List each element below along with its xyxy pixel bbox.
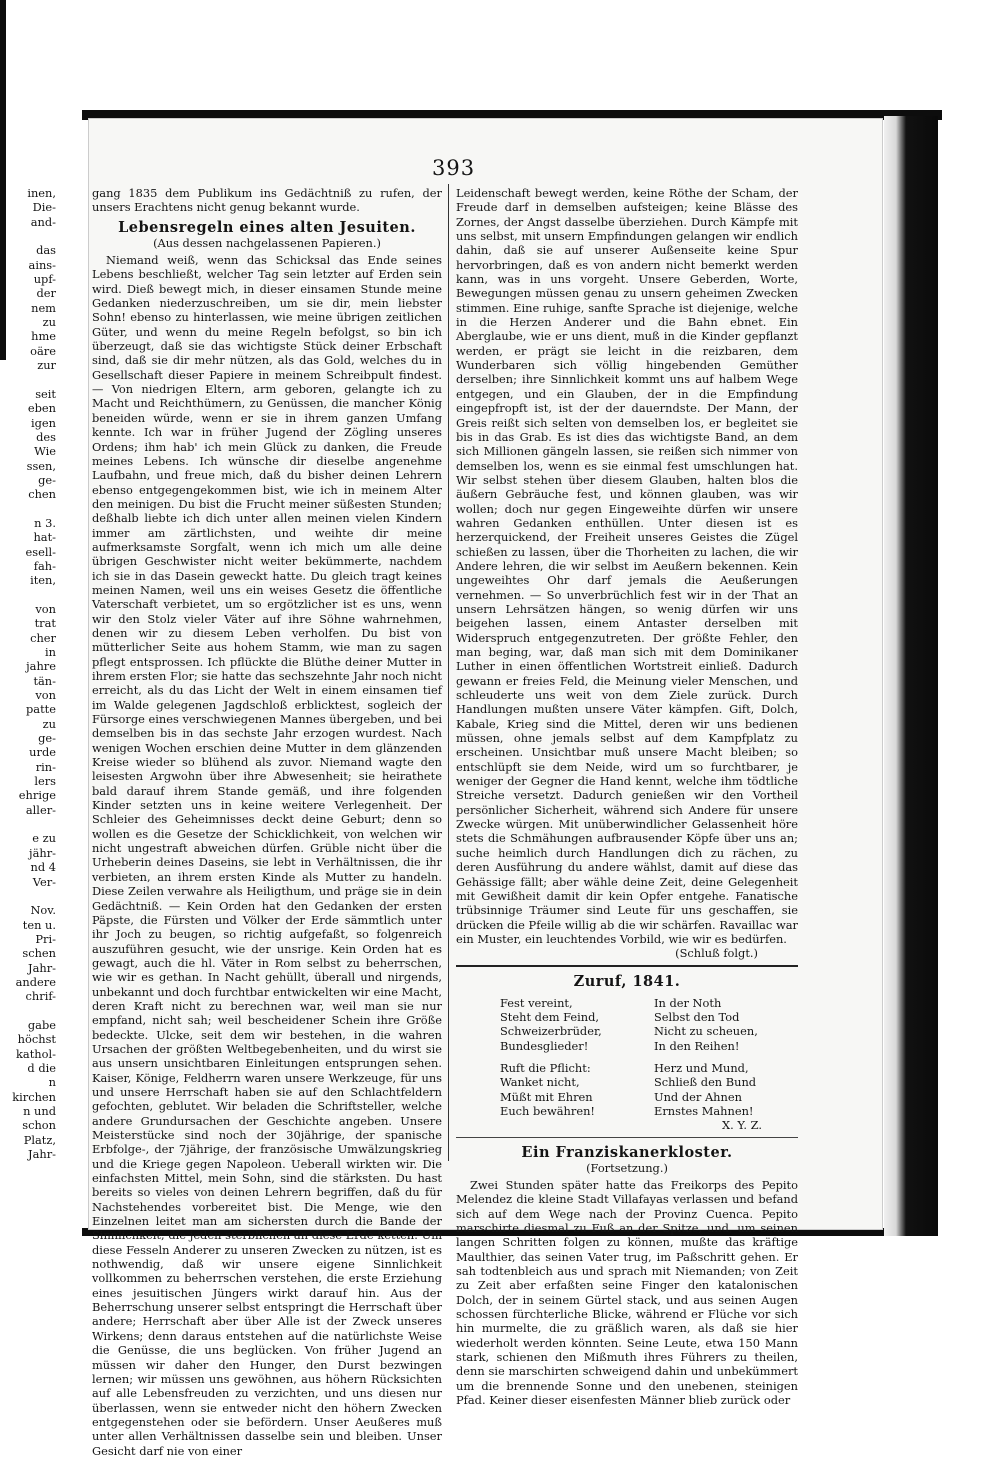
margin-fragment: ge- [38,731,56,746]
margin-fragment [0,372,60,386]
margin-fragment: e zu [32,831,56,846]
margin-fragment: schen [22,946,56,961]
margin-fragment: n und [23,1104,56,1118]
margin-fragment: oäre [30,343,56,358]
margin-fragment: gabe [27,1017,56,1032]
margin-fragment: upf- [33,272,56,287]
article-body: Niemand weiß, wenn das Schicksal das Ende seines Lebens beschließt, welcher Tag sein letzter auf Erden sein wird. Dieß bewegt mich, in dieser einsamen Stunde meine Gedanken niederzuschreiben, um sie dir, mein liebster Sohn! ebenso zu hinterlassen, wie meine übrigen zeitlichen Güter, und wenn du meine Regeln befolgst, so bin ich überzeugt, daß sie das wichtigste Stück deiner Erbschaft sind, daß sie dir mehr nützen, als das Gold, welches du in Gesellschaft dieser Papiere in meinem Schreibpult findest. — Von niedrigen Eltern, arm geboren, gelangte ich zu Macht und Reichthümern, zu Genüssen, die mancher König beneiden würde, wenn er sie in ihrem ganzen Umfang kennte. Ich war in früher Jugend der Zögling unseres Ordens; ihm hab' ich mein Glück zu danken, die Freude meines Lebens. Ich wünsche dir dieselbe angenehme Laufbahn, und freue mich, daß du bisher deinen Lehrern ebenso entgegengekommen bist, wie ich in meinem Alter den meinigen. Du bist die Frucht meiner süßesten Stunden; deßhalb liebte ich dich unter allen meinen vielen Kindern immer am zärtlichsten, und weihte dir meine aufmerksamste Sorgfalt, wenn ich mich um alle deine übrigen Geschwister nicht weiter bekümmerte, nachdem ich sie in das Dasein geweckt hatte. Du gleich tragt keines meinen Namen, weil uns ein weises Gesetz die öffentliche Vaterschaft verbietet, um so ergötzlicher ist es uns, wenn wir den Stolz vieler Väter auf ihre Söhne wahrnehmen, denen wir zu diesem Leben verholfen. Du bist von mütterlicher Seite aus hohem Stamm, wie man zu sagen pflegt entsprossen. Ich pflückte die Blüthe deiner Mutter in ihrem ersten Flor; sie hatte das sechszehnte Jahr noch nicht erreicht, als du das Licht der Welt in einem einsamen tief im Walde gelegenen Jagdschloß erblicktest, sogleich der Fürsorge eines verschwiegenen Mannes übergeben, und bei demselben bis in das sechste Jahr erzogen wurdest. Nach wenigen Wochen erschien deine Mutter in dem glänzenden Kreise wieder so blühend als zuvor. Niemand wagte den leisesten Argwohn über ihre Abwesenheit; sie heirathete bald darauf ihrem Stande gemäß, und ihre folgenden Kinder setzten uns in keine weitere Verlegenheit. Der Schleier des Geheimnisses deckt deine Geburt; denn so wollen es die Gesetze der Schicklichkeit, von welchen wir nicht ungestraft abweichen dürfen. Grüble nicht über die Urheberin deines Daseins, sie lebt in Verhältnissen, die ihr verbieten, an ihrem ersten Kinde als Mutter zu handeln. Diese Zeilen verwahre als Heiligthum, und präge sie in dein Gedächtniß. — Kein Orden hat den Gedanken der ersten Päpste, die Fürsten und Völker der Erde sämmtlich unter ihr Joch zu beugen, so richtig aufgefaßt, so folgenreich auszuführen gesucht, wie der unsrige. Kein Orden hat es gewagt, auch die hl. Väter in Rom selbst zu beherrschen, wie wir es gethan. In Nacht gehüllt, überall und nirgends, unbekannt und doch furchtbar entwickelten wir eine Macht, deren Kraft nicht zu berechnen war, weil man sie nur empfand, nicht sah; weil bescheidener Schein ihre Größe bedeckte. Ulcke, seit dem wir bestehen, in die wahren Ursachen der größten Weltbegebenheiten, und du wirst sie aus unsern unsichtbaren Einleitungen entsprungen sehen. Kaiser, Könige, Feldherrn waren unsere Werkzeuge, für uns und unsere Herrschaft haben sie auf den Schlachtfeldern gefochten, geblutet. Wir beladen die Schriftsteller, welche andere Grundursachen der Geschichte angeben. Unsere Meisterstücke sind noch der 30jährige, der spanische Erbfolge-, der 7jährige, der französische Umwälzungskrieg und die Kriege gegen Napoleon. Ueberall wirkten wir. Die einfachsten Mittel, mein Sohn, sind die stärksten. Du hast bereits so vieles von deinen Lehrern begriffen, daß du für Nachstehendes vorbereitet bist. Die Menge, wie den Einzelnen leitet man am sichersten durch die Bande der Sinnlichkeit, die jeden sterblichen an diese Erde ketten. Um diese Fesseln Anderer zu unseren Zwecken zu nützen, ist es nothwendig, daß wir unsere eigene Sinnlichkeit vollkommen zu beherrschen verstehen, die erste Erziehung eines jesuitischen Jüngers wirkt darauf hin. Aus der Beherrschung unserer selbst entspringt die Herrschaft über andere; Herrschaft aber über Alle ist der Zweck unseres Wirkens; denn daraus entstehen auf die natürlichste Weise die Genüsse, die uns beglücken. Von früher Jugend an müssen wir daher den Hunger, den Durst bezwingen lernen; wir müssen uns gewöhnen, aus höhern Rücksichten auf alle Lebensfreuden zu verzichten, und uns diesen nur überlassen, wenn sie entweder nicht den höhern Zwecken entgegenstehen oder sie befördern. Unser Aeußeres muß unter allen Verhältnissen dasselbe sein und bleiben. Unser Gesicht darf nie von einer [92,253,442,1458]
poem-line: In der Noth [654,995,722,1010]
page-number: 393 [432,156,476,180]
continued-note: (Schluß folgt.) [675,946,758,961]
stanza-gap [500,1053,644,1061]
margin-fragment: zu [42,315,56,330]
margin-fragment: tän- [33,673,56,688]
poem [456,996,798,1119]
intro-text: gang 1835 dem Publikum ins Gedächtniß zu rufen, der unsers Erachtens nicht genug bekannt wurde. [92,186,442,215]
poem-line: Bundesglieder! [500,1038,589,1053]
margin-fragment [0,229,60,243]
margin-fragment: n 3. [34,515,56,530]
article-continuation: Leidenschaft bewegt werden, keine Röthe der Scham, der Freude darf in demselben aufsteigen; keine Blässe des Zornes, der Angst dasselbe überziehen. Durch Kämpfe mit uns selbst, mit unsern Empfindungen gelangen wir endlich dahin, daß sie auf unserer Außenseite keine Spur hervorbringen, daß es von andern nicht bemerkt werden kann, was in uns vorgeht. Unsere Geberden, Worte, Bewegungen müssen genau zu unsern geheimen Zwecken stimmen. Eine ruhige, sanfte Sprache ist diejenige, welche in die Herzen Anderer und die Bahn ebnet. Ein Aberglaube, wie er uns dient, muß in die Kinder gepflanzt werden, er prägt sie leicht in die reizbaren, dem Wunderbaren sich völlig hingebenden Gemüther derselben; ihre Sinnlichkeit kommt uns auf halbem Wege entgegen, und ein Glauben, der in die Empfindung eingepfropft ist, ist der der dauerndste. Der Mann, der Greis reißt sich selten von demselben los, er begleitet sie bis in das Grab. Es ist dies das wichtigste Band, an dem sich Millionen gängeln lassen, sie reißen sich nimmer von demselben los, wenn es sie einmal fest umschlungen hat. Wir selbst stehen über diesem Glauben, halten blos die äußern Gebräuche fest, und können glauben, was wir wollen; doch nur gegen Eingeweihte dürfen wir unsere wahren Gedanken enthüllen. Unter diesen ist es herzerquickend, der Freiheit unseres Geistes die Zügel schießen zu lassen, über die Thorheiten zu lachen, die wir Andere lehren, die wir selbst im Aeußern bekennen. Kein ungeweihtes Ohr darf jemals die Aeußerungen vernehmen. — So unverbrüchlich fest wir in der That an unsern Lehrsätzen hängen, so wenig dürfen wir uns beigehen lassen, einem Antaster derselben mit Widerspruch entgegenzutreten. Der größte Fehler, den man beging, war, daß man sich mit dem Dominikaner Luther in einen öffentlichen Wortstreit einließ. Dadurch gewann er freies Feld, die Meinung vieler Menschen, und schleuderte uns weit von dem Ziele zurück. Durch Handlungen mußten unsere Väter kämpfen. Gift, Dolch, Kabale, Krieg sind die Mittel, deren wir uns bedienen müssen, ohne jemals selbst auf dem Kampfplatz zu erscheinen. Unsichtbar muß unsere Macht bleiben; so entschlüpft sie dem Neide, wird um so furchtbarer, je weniger der Gegner die Hand kennt, welche ihm tödtliche Streiche versetzt. Dadurch genießen wir den Vortheil persönlicher Sicherheit, während sich Andere für unsere Zwecke würgen. Mit unüberwindlicher Gelassenheit höre stets die Schmähungen aufbrausender Köpfe über uns an; suche heimlich durch Handlungen dich zu rächen, zu deren Ausführung du andere wählst, damit auf diese das Gehässige fällt; aber wähle deine Zeit, deine Gelegenheit mit Gewißheit damit dir kein Opfer entgehe. Fanatische trübsinnige Träumer sind Leute für uns geschaffen, sie drücken die Pfeile willig ab die wir schärfen. Ravaillac war ein Muster, ein leuchtendes Vorbild, wie wir es bedürfen. [456,186,798,946]
margin-fragment: höchst [17,1032,56,1047]
margin-fragment: and- [30,214,56,229]
margin-fragment: rin- [35,759,56,774]
margin-fragment: der [36,286,56,301]
article-subtitle: (Aus dessen nachgelassenen Papieren.) [153,235,381,250]
margin-fragment: eben [27,401,56,416]
margin-fragment: esell- [25,544,56,559]
margin-fragment: fah- [33,558,56,573]
poem-line: Steht dem Feind, [500,1009,600,1024]
poem-line: Ruft die Pflicht: [500,1060,591,1075]
margin-fragment: kirchen [12,1089,56,1104]
margin-fragment: chrif- [25,989,56,1004]
margin-fragment: seit [35,386,56,401]
poem-line: Euch bewähren! [500,1103,595,1118]
poem-line: Herz und Mund, [654,1060,749,1075]
margin-fragment: kathol- [16,1046,56,1061]
margin-fragment: chen [28,487,56,502]
margin-fragment: Platz, [23,1132,56,1147]
poem-line: Selbst den Tod [654,1009,740,1024]
margin-fragment: Ver- [32,874,56,889]
margin-fragment: hat- [33,530,56,545]
poem-line: In den Reihen! [654,1038,740,1053]
margin-fragment: patte [26,702,56,717]
column-divider [448,184,449,1161]
margin-fragment: in [45,645,56,659]
poem-signature: X. Y. Z. [722,1118,762,1133]
margin-fragment [0,588,60,602]
margin-fragment: Pri- [35,931,56,946]
margin-fragment [0,1004,60,1018]
margin-fragment: zur [37,358,56,373]
margin-fragment: hme [31,329,56,344]
margin-fragment: urde [29,745,56,760]
margin-fragment: Wie [34,444,56,459]
margin-fragment: jahre [26,659,56,674]
story-title: Ein Franziskanerkloster. [521,1143,733,1161]
left-column [92,186,442,1458]
story-subtitle: (Fortsetzung.) [586,1160,668,1175]
margin-fragment: Jahr- [28,1147,56,1162]
margin-fragment: nd 4 [30,860,56,875]
margin-fragment: igen [30,415,56,430]
margin-fragment: ehrige [18,788,56,803]
stanza-gap [654,1053,798,1061]
margin-fragment: das [36,243,56,258]
poem-line: Wanket nicht, [500,1075,580,1090]
section-rule [456,965,798,967]
margin-fragment: trat [34,616,56,631]
margin-fragment: Nov. [30,903,56,918]
margin-fragment: aller- [25,802,56,817]
poem-line: Schweizerbrüder, [500,1024,602,1039]
article-title: Lebensregeln eines alten Jesuiten. [118,218,416,236]
margin-fragment: Jahr- [28,960,56,975]
margin-fragment: ains- [28,257,56,272]
right-column [456,186,798,1408]
page-binding-edge [884,116,938,1236]
margin-fragment: von [35,601,56,616]
section-rule [456,1137,798,1138]
margin-fragment: zu [42,716,56,731]
margin-fragment: von [35,688,56,703]
margin-fragment: n [48,1075,56,1090]
poem-line: Und der Ahnen [654,1089,742,1104]
margin-fragment: iten, [30,573,56,588]
margin-fragment: nem [31,300,56,315]
poem-line: Fest vereint, [500,995,573,1010]
margin-fragment: Die- [32,200,56,215]
margin-fragment: ge- [38,472,56,487]
margin-fragment: cher [30,630,56,645]
margin-fragment: d die [27,1060,56,1075]
margin-fragment: inen, [27,186,56,200]
margin-fragment [0,817,60,831]
margin-fragment [0,889,60,903]
margin-fragment: ssen, [26,458,56,473]
poem-title: Zuruf, 1841. [573,972,681,990]
margin-fragment: schon [22,1118,56,1133]
margin-fragment: des [36,429,56,444]
poem-line: Ernstes Mahnen! [654,1103,754,1118]
margin-fragment: jähr- [29,845,56,860]
poem-line: Schließ den Bund [654,1075,757,1090]
left-margin-fragments [0,186,60,1161]
margin-fragment: ten u. [22,917,56,932]
margin-fragment: andere [15,974,56,989]
margin-fragment [0,502,60,516]
poem-line: Müßt mit Ehren [500,1089,593,1104]
poem-line: Nicht zu scheuen, [654,1024,758,1039]
margin-fragment: lers [34,774,56,789]
story-body: Zwei Stunden später hatte das Freikorps des Pepito Melendez die kleine Stadt Villafayas verlassen und befand sich auf dem Wege nach der Provinz Cuenca. Pepito marschirte diesmal zu Fuß an der Spitze, und, um seinen langen Schritten folgen zu können, mußte das kräftige Maulthier, das seinen Vater trug, im Paßschritt gehen. Er sah todtenbleich aus und sprach mit Niemanden; von Zeit zu Zeit aber erfaßten seine Finger den katalonischen Dolch, der in seinem Gürtel stack, und aus seinen Augen schossen fürchterliche Blicke, während er Flüche vor sich hin murmelte, die zu gräßlich waren, als daß sie hier wiederholt werden könnten. Seine Leute, etwa 150 Mann stark, schienen den Mißmuth ihres Führers zu theilen, denn sie marschirten schweigend dahin und unbekümmert um die brennende Sonne und den unebenen, steinigen Pfad. Keiner dieser eisenfesten Männer blieb zurück oder [456,1178,798,1408]
